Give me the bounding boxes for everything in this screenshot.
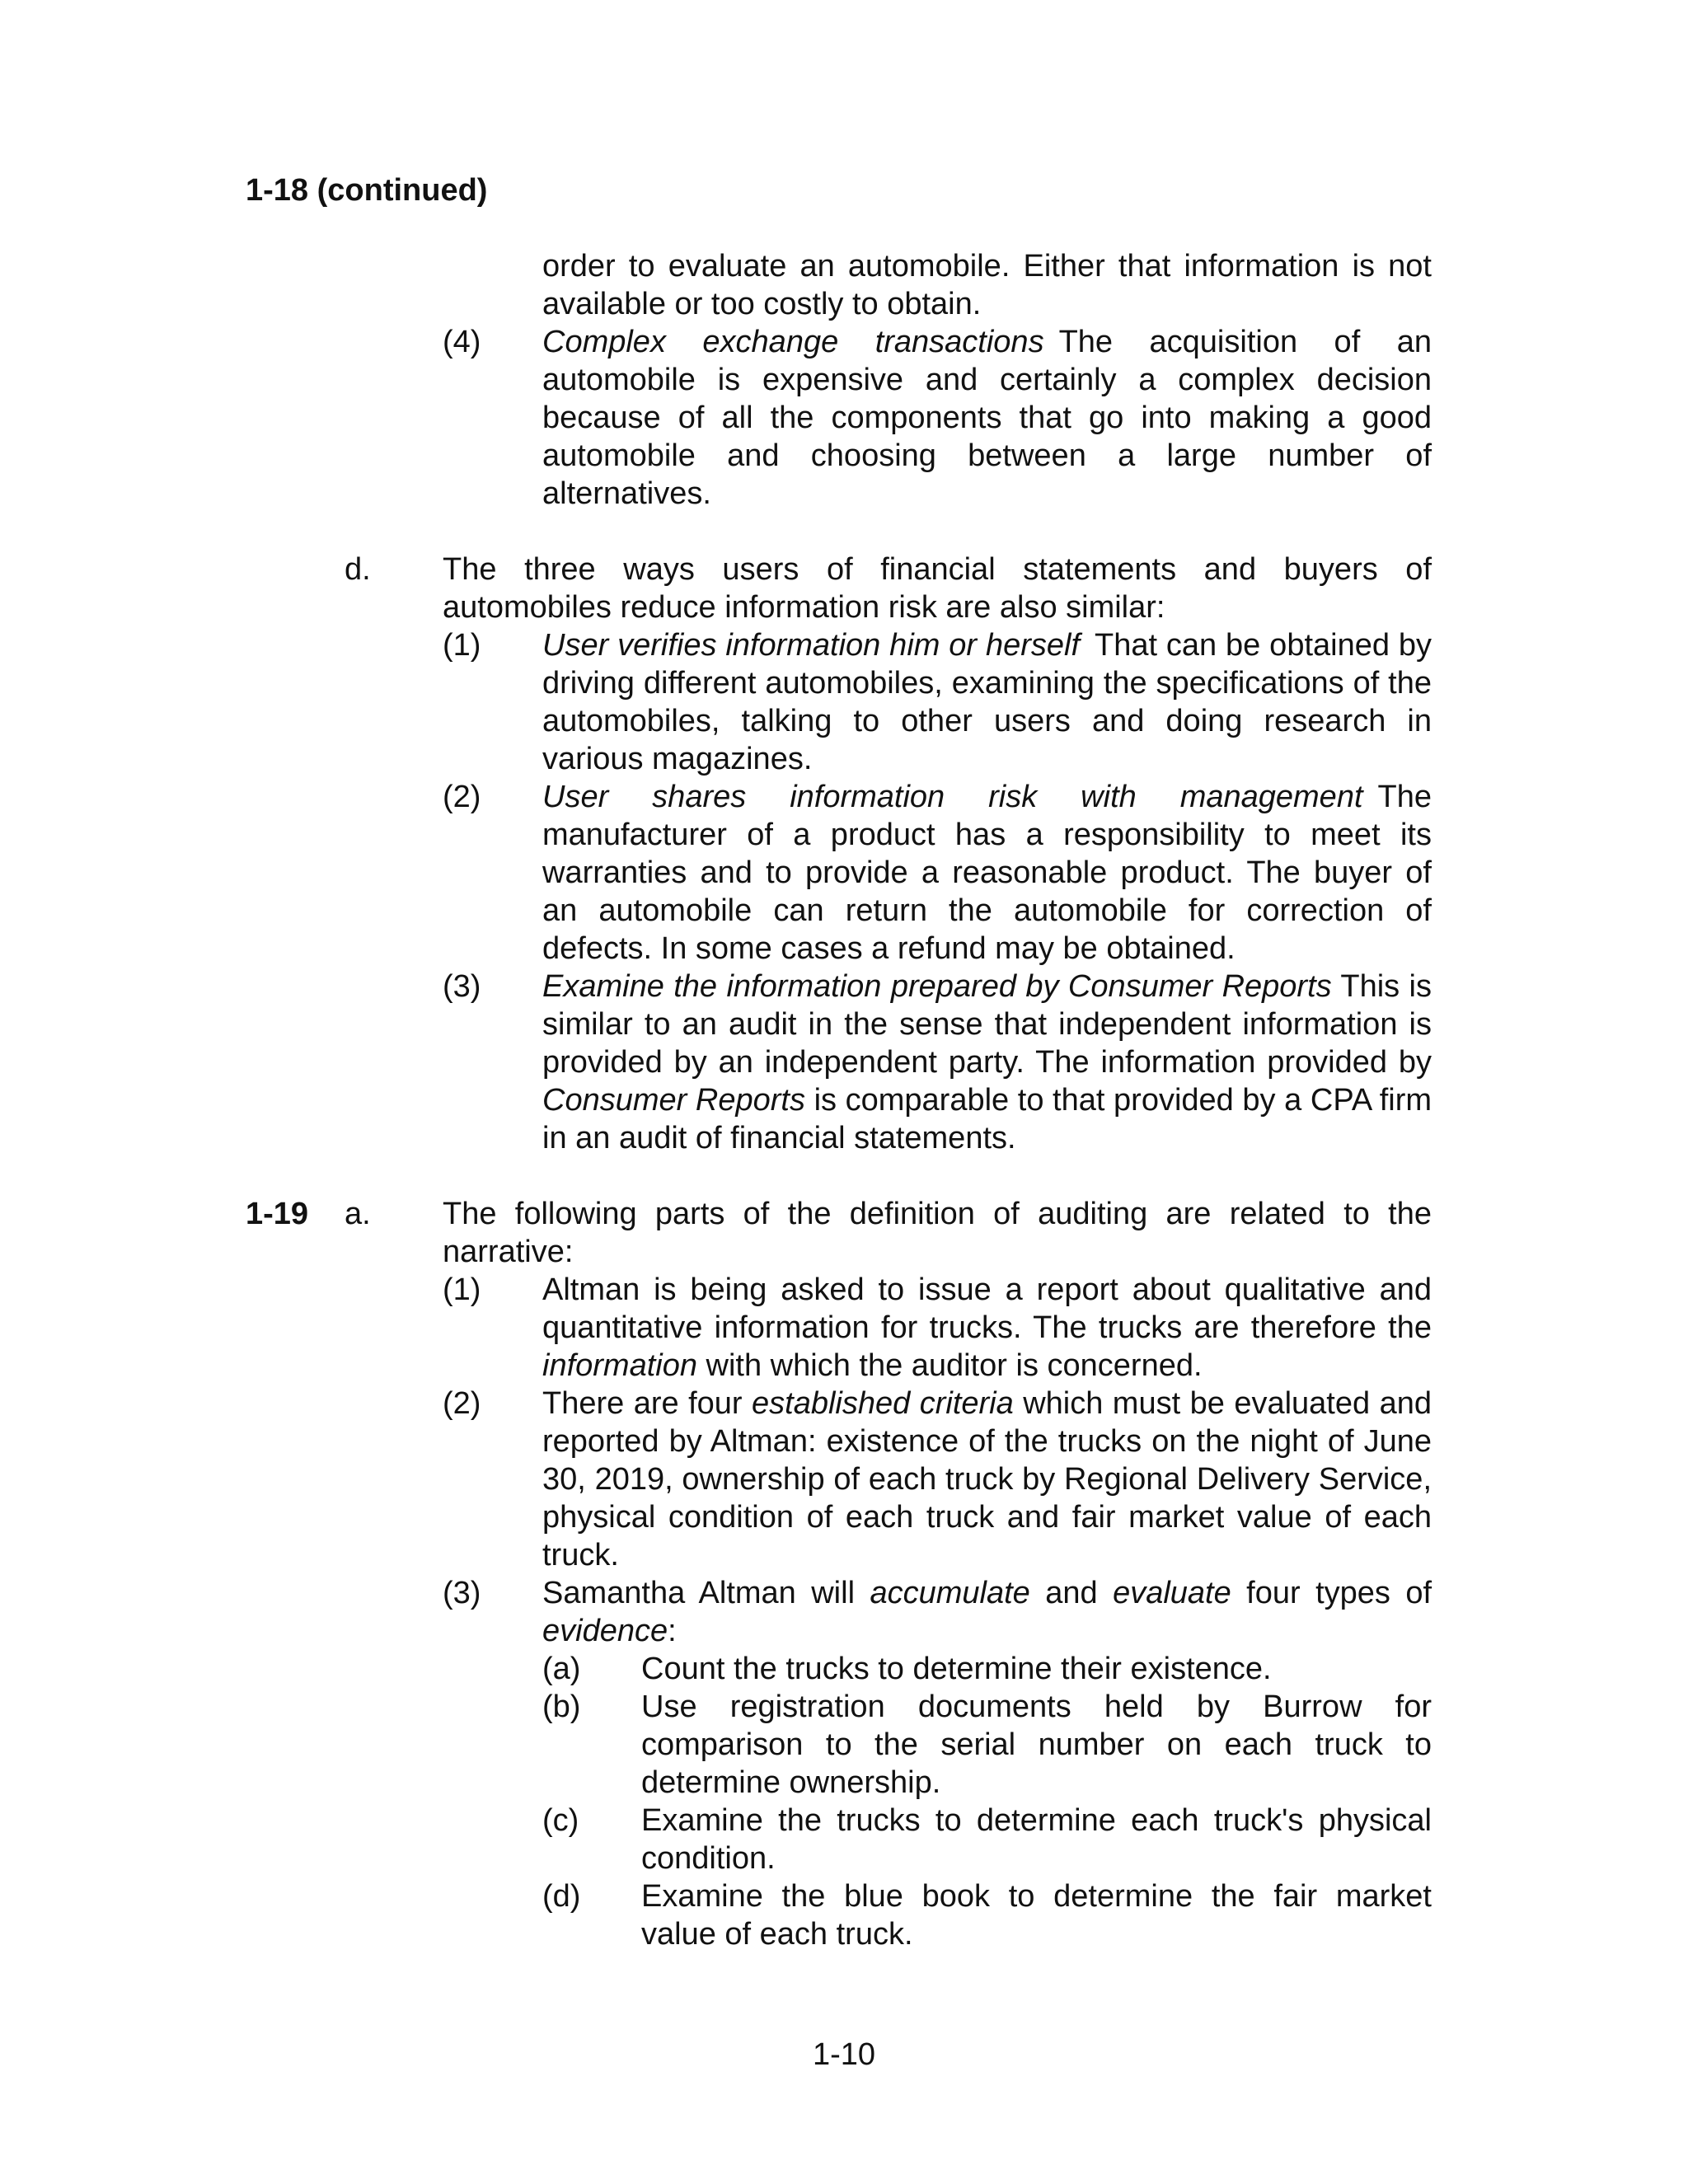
subitem-c-text: Examine the trucks to determine each truck's physical condition.	[641, 1803, 1432, 1876]
item-d-paragraph: The three ways users of financial statements and buyers of automobiles reduce information risk are also similar:	[443, 552, 1432, 625]
item-d2-label: (2)	[443, 780, 481, 814]
item-d1-paragraph	[542, 626, 1432, 778]
item-d3-text-a: This is similar to an audit in the sense that independent information is provided by an independent party. The information provided by	[542, 969, 1432, 1080]
question-1-19-a-paragraph: The following parts of the definition of auditing are related to the narrative:	[443, 1197, 1432, 1269]
question-1-19-number: 1-19	[246, 1197, 309, 1231]
item-4-paragraph	[542, 323, 1432, 513]
item-d3-text-b: is comparable to that provided by a CPA firm in an audit of financial statements.	[542, 1083, 1432, 1155]
q119-item-3-italic-evaluate: evaluate	[1113, 1576, 1231, 1610]
item-d2-text: The manufacturer of a product has a responsibility to meet its warranties and to provide a reasonable product. The buyer of an automobile can return the automobile for correction of defects. In some cases a refund may be obtained.	[542, 780, 1432, 966]
continued-paragraph: order to evaluate an automobile. Either that information is not available or too costly to obtain.	[542, 249, 1432, 321]
q119-item-1-text-b: with which the auditor is concerned.	[706, 1348, 1203, 1383]
q119-item-3-italic-accumulate: accumulate	[870, 1576, 1030, 1610]
item-4-label: (4)	[443, 325, 481, 359]
subitem-a-text: Count the trucks to determine their existence.	[641, 1652, 1272, 1686]
subitem-c-label: (c)	[542, 1803, 579, 1838]
q119-item-3-italic-evidence: evidence	[542, 1614, 668, 1648]
q119-item-3-text-a: Samantha Altman will	[542, 1576, 856, 1610]
item-d1-text: That can be obtained by driving different automobiles, examining the specifications of the automobiles, talking to other users and doing research in various magazines.	[542, 628, 1432, 776]
subitem-b-text: Use registration documents held by Burrow for comparison to the serial number on each truck to determine ownership.	[641, 1690, 1432, 1800]
q119-item-2-paragraph	[542, 1385, 1432, 1574]
question-1-19-a-label: a.	[345, 1197, 371, 1231]
subitem-d-label: (d)	[542, 1879, 581, 1914]
item-d3-label: (3)	[443, 969, 481, 1004]
section-heading: 1-18 (continued)	[246, 173, 488, 208]
item-d3-text-italic: Consumer Reports	[542, 1083, 805, 1118]
subitem-a-label: (a)	[542, 1652, 581, 1686]
q119-item-2-text-italic: established criteria	[752, 1386, 1014, 1421]
item-d3-paragraph	[542, 968, 1432, 1157]
q119-item-2-text-a: There are four	[542, 1386, 743, 1421]
q119-item-1-text-a: Altman is being asked to issue a report about qualitative and quantitative information for trucks. The trucks are therefore the	[542, 1272, 1432, 1345]
item-4-title: Complex exchange transactions	[542, 325, 1044, 359]
item-d1-label: (1)	[443, 628, 481, 663]
q119-item-1-text-italic: information	[542, 1348, 697, 1383]
item-d2-title: User shares information risk with management	[542, 780, 1363, 814]
q119-item-1-label: (1)	[443, 1272, 481, 1307]
item-d2-paragraph	[542, 778, 1432, 968]
q119-item-3-text-b: four types of	[1246, 1576, 1432, 1610]
item-d-label: d.	[345, 552, 371, 587]
q119-item-3-label: (3)	[443, 1576, 481, 1610]
q119-item-1-paragraph	[542, 1271, 1432, 1385]
q119-item-3-text-c: :	[668, 1614, 677, 1648]
page-number: 1-10	[812, 2037, 876, 2072]
q119-item-2-text-b: which must be evaluated and reported by Altman: existence of the trucks on the night of June 30, 2019, ownership of each truck by Regional Delivery Service, physical condition of each truck and fair market value of each truck.	[542, 1386, 1432, 1572]
item-d1-title: User verifies information him or herself	[542, 628, 1080, 663]
subitem-d-text: Examine the blue book to determine the fair market value of each truck.	[641, 1879, 1432, 1952]
item-4-text: The acquisition of an automobile is expensive and certainly a complex decision because of all the components that go into making a good automobile and choosing between a large number of alternatives.	[542, 325, 1432, 511]
q119-item-3-paragraph	[542, 1574, 1432, 1650]
q119-item-2-label: (2)	[443, 1386, 481, 1421]
q119-item-3-text-and: and	[1045, 1576, 1098, 1610]
subitem-b-label: (b)	[542, 1690, 581, 1724]
item-d3-title: Examine the information prepared by Consumer Reports	[542, 969, 1332, 1004]
